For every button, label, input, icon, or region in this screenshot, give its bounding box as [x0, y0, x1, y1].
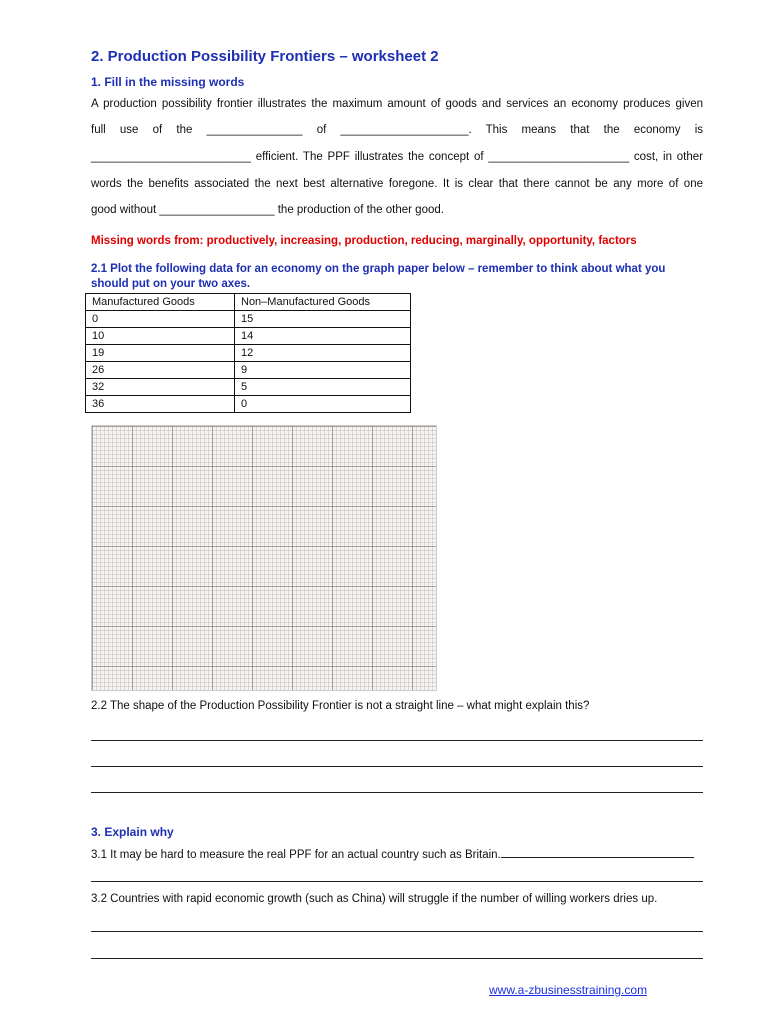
answer-line	[91, 881, 703, 882]
table-cell: 0	[235, 396, 411, 413]
answer-line	[91, 931, 703, 932]
answer-line	[91, 740, 703, 741]
plot-instruction: 2.1 Plot the following data for an economy on the graph paper below – remember to think about what you should put on your two axes.	[91, 263, 666, 290]
paragraph-line: good without __________________ the production of the other good.	[91, 204, 444, 216]
table-row	[86, 396, 411, 413]
graph-paper	[91, 425, 437, 691]
column-header-non-manufactured: Non–Manufactured Goods	[235, 294, 411, 311]
paragraph-line: words the benefits associated the next best alternative foregone. It is clear that there cannot be any more of one	[91, 178, 703, 190]
table-cell: 32	[86, 379, 235, 396]
paragraph-line: A production possibility frontier illustrates the maximum amount of goods and services an economy produces given	[91, 98, 703, 110]
table-cell: 36	[86, 396, 235, 413]
answer-line	[91, 792, 703, 793]
answer-line	[91, 958, 703, 959]
table-row	[86, 362, 411, 379]
table-cell: 10	[86, 328, 235, 345]
missing-words-list: Missing words from: productively, increasing, production, reducing, marginally, opportunity, factors	[91, 235, 637, 247]
section3-heading: 3. Explain why	[91, 825, 174, 839]
paragraph-line: full use of the _______________ of ____________________. This means that the economy is	[91, 124, 703, 136]
question-3-1: 3.1 It may be hard to measure the real PPF for an actual country such as Britain.	[91, 849, 501, 861]
paragraph-line: _________________________ efficient. The PPF illustrates the concept of ______________________ cost, in other	[91, 151, 703, 163]
table-row	[86, 345, 411, 362]
answer-blank	[501, 846, 694, 858]
table-row	[86, 311, 411, 328]
table-cell: 15	[235, 311, 411, 328]
table-cell: 5	[235, 379, 411, 396]
table-cell: 19	[86, 345, 235, 362]
table-cell: 14	[235, 328, 411, 345]
question-3-1-row	[91, 846, 694, 861]
data-table	[85, 293, 411, 413]
table-row	[86, 328, 411, 345]
table-cell: 12	[235, 345, 411, 362]
table-cell: 9	[235, 362, 411, 379]
table-cell: 0	[86, 311, 235, 328]
question-2-2: 2.2 The shape of the Production Possibility Frontier is not a straight line – what might explain this?	[91, 700, 590, 712]
table-cell: 26	[86, 362, 235, 379]
table-row	[86, 379, 411, 396]
answer-line	[91, 766, 703, 767]
section1-heading: 1. Fill in the missing words	[91, 75, 245, 89]
table-header-row	[86, 294, 411, 311]
question-3-2: 3.2 Countries with rapid economic growth (such as China) will struggle if the number of willing workers dries up.	[91, 893, 658, 905]
column-header-manufactured: Manufactured Goods	[86, 294, 235, 311]
page-title: 2. Production Possibility Frontiers – worksheet 2	[91, 48, 439, 65]
website-link[interactable]: www.a-zbusinesstraining.com	[489, 983, 648, 997]
